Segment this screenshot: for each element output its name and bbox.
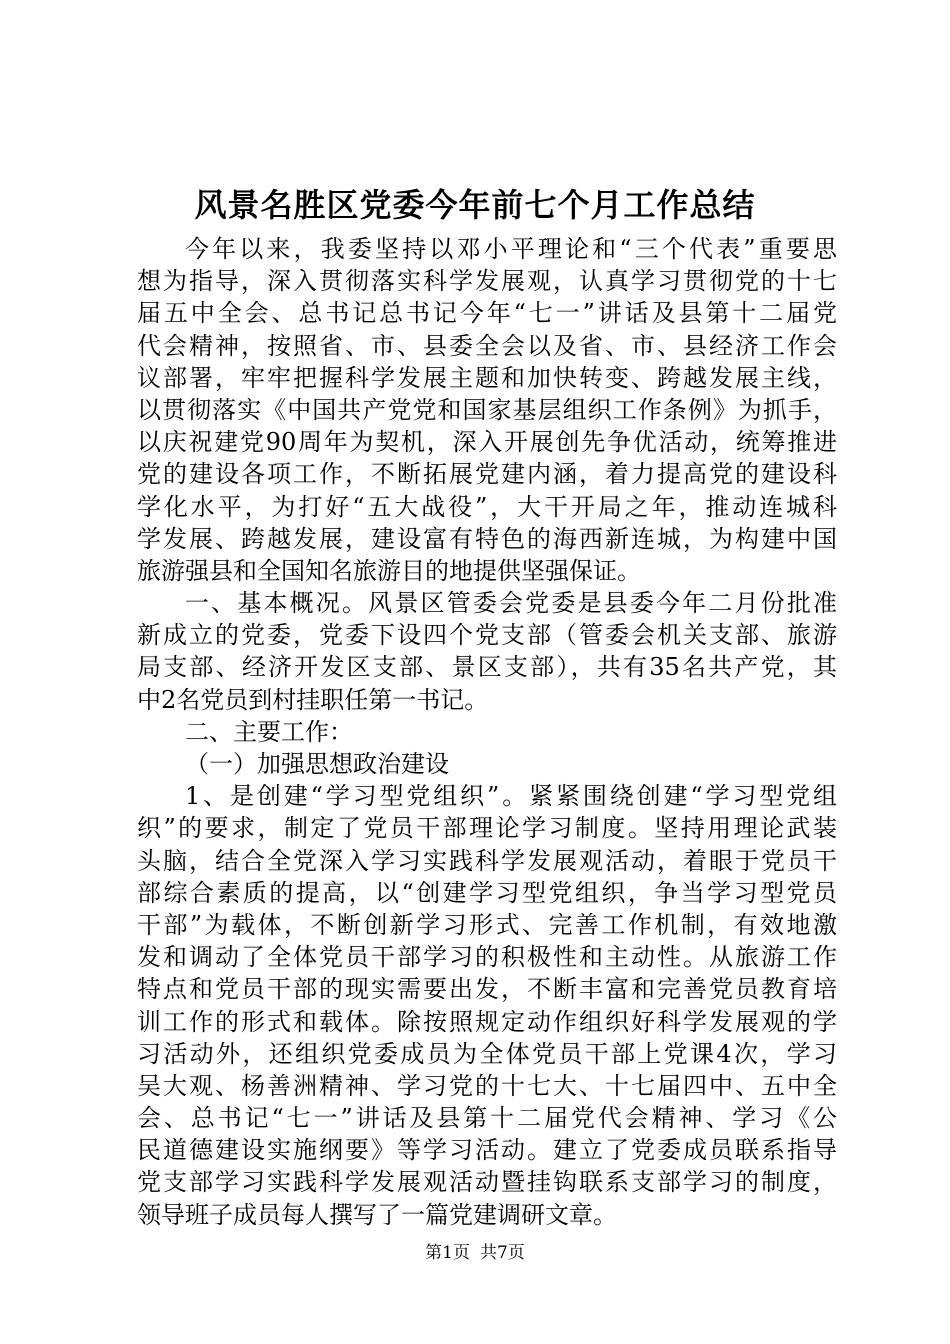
page-total: 共7页: [480, 1243, 525, 1263]
paragraph-line: 以贯彻落实《中国共产党党和国家基层组织工作条例》为抓手，: [137, 395, 837, 424]
paragraph-line: 民道德建设实施纲要》等学习活动。建立了党委成员联系指导: [137, 1136, 837, 1165]
paragraph-line: 吴大观、杨善洲精神、学习党的十七大、十七届四中、五中全: [137, 1071, 837, 1100]
paragraph-line: 特点和党员干部的现实需要出发，不断丰富和完善党员教育培: [137, 975, 837, 1004]
paragraph-line: 届五中全会、总书记总书记今年“七一”讲话及县第十二届党: [137, 299, 837, 328]
page-footer: [0, 1241, 950, 1265]
paragraph-line: 以庆祝建党90周年为契机，深入开展创先争优活动，统筹推进: [137, 428, 837, 457]
paragraph-line: 部综合素质的提高，以“创建学习型党组织，争当学习型党员: [137, 878, 837, 907]
page-number: 第1页: [425, 1243, 470, 1263]
paragraph-line: 今年以来，我委坚持以邓小平理论和“三个代表”重要思: [185, 235, 837, 263]
paragraph-line: 习活动外，还组织党委成员为全体党员干部上党课4次，学习: [137, 1039, 837, 1068]
paragraph-line: 旅游强县和全国知名旅游目的地提供坚强保证。: [137, 556, 641, 585]
paragraph-line: 一、基本概况。风景区管委会党委是县委今年二月份批准: [185, 589, 837, 618]
paragraph-overview: [137, 587, 837, 716]
paragraph-intro: [137, 233, 837, 587]
subsection-heading-ideology: [137, 748, 837, 780]
paragraph-line: 学化水平，为打好“五大战役”，大干开局之年，推动连城科: [137, 492, 837, 521]
paragraph-line: 代会精神，按照省、市、县委全会以及省、市、县经济工作会: [137, 331, 837, 360]
paragraph-line: 党支部学习实践科学发展观活动暨挂钩联系支部学习的制度，: [137, 1168, 837, 1197]
paragraph-line: 学发展、跨越发展，建设富有特色的海西新连城，为构建中国: [137, 524, 837, 553]
paragraph-line: 训工作的形式和载体。除按照规定动作组织好科学发展观的学: [137, 1007, 837, 1036]
section-heading-main-work: [137, 716, 837, 748]
paragraph-line: 党的建设各项工作，不断拓展党建内涵，着力提高党的建设科: [137, 460, 837, 489]
paragraph-line: 1、是创建“学习型党组织”。紧紧围绕创建“学习型党组: [185, 782, 837, 811]
document-body: [137, 233, 837, 1231]
paragraph-line: 织”的要求，制定了党员干部理论学习制度。坚持用理论武装: [137, 814, 837, 843]
paragraph-line: 干部”为载体，不断创新学习形式、完善工作机制，有效地激: [137, 910, 837, 939]
document-title: 风景名胜区党委今年前七个月工作总结: [194, 186, 756, 224]
paragraph-line: （一）加强思想政治建设: [185, 750, 449, 778]
paragraph-line: 议部署，牢牢把握科学发展主题和加快转变、跨越发展主线，: [137, 363, 837, 392]
paragraph-line: 发和调动了全体党员干部学习的积极性和主动性。从旅游工作: [137, 943, 837, 972]
paragraph-line: 新成立的党委，党委下设四个党支部（管委会机关支部、旅游: [137, 621, 837, 650]
paragraph-line: 二、主要工作：: [185, 717, 353, 746]
paragraph-line: 中2名党员到村挂职任第一书记。: [137, 685, 489, 714]
paragraph-learning-organization: [137, 780, 837, 1231]
paragraph-line: 想为指导，深入贯彻落实科学发展观，认真学习贯彻党的十七: [137, 267, 837, 296]
paragraph-line: 局支部、经济开发区支部、景区支部），共有35名共产党，其: [137, 653, 837, 682]
paragraph-line: 会、总书记“七一”讲话及县第十二届党代会精神、学习《公: [137, 1104, 837, 1133]
paragraph-line: 领导班子成员每人撰写了一篇党建调研文章。: [137, 1200, 617, 1229]
paragraph-line: 头脑，结合全党深入学习实践科学发展观活动，着眼于党员干: [137, 846, 837, 875]
